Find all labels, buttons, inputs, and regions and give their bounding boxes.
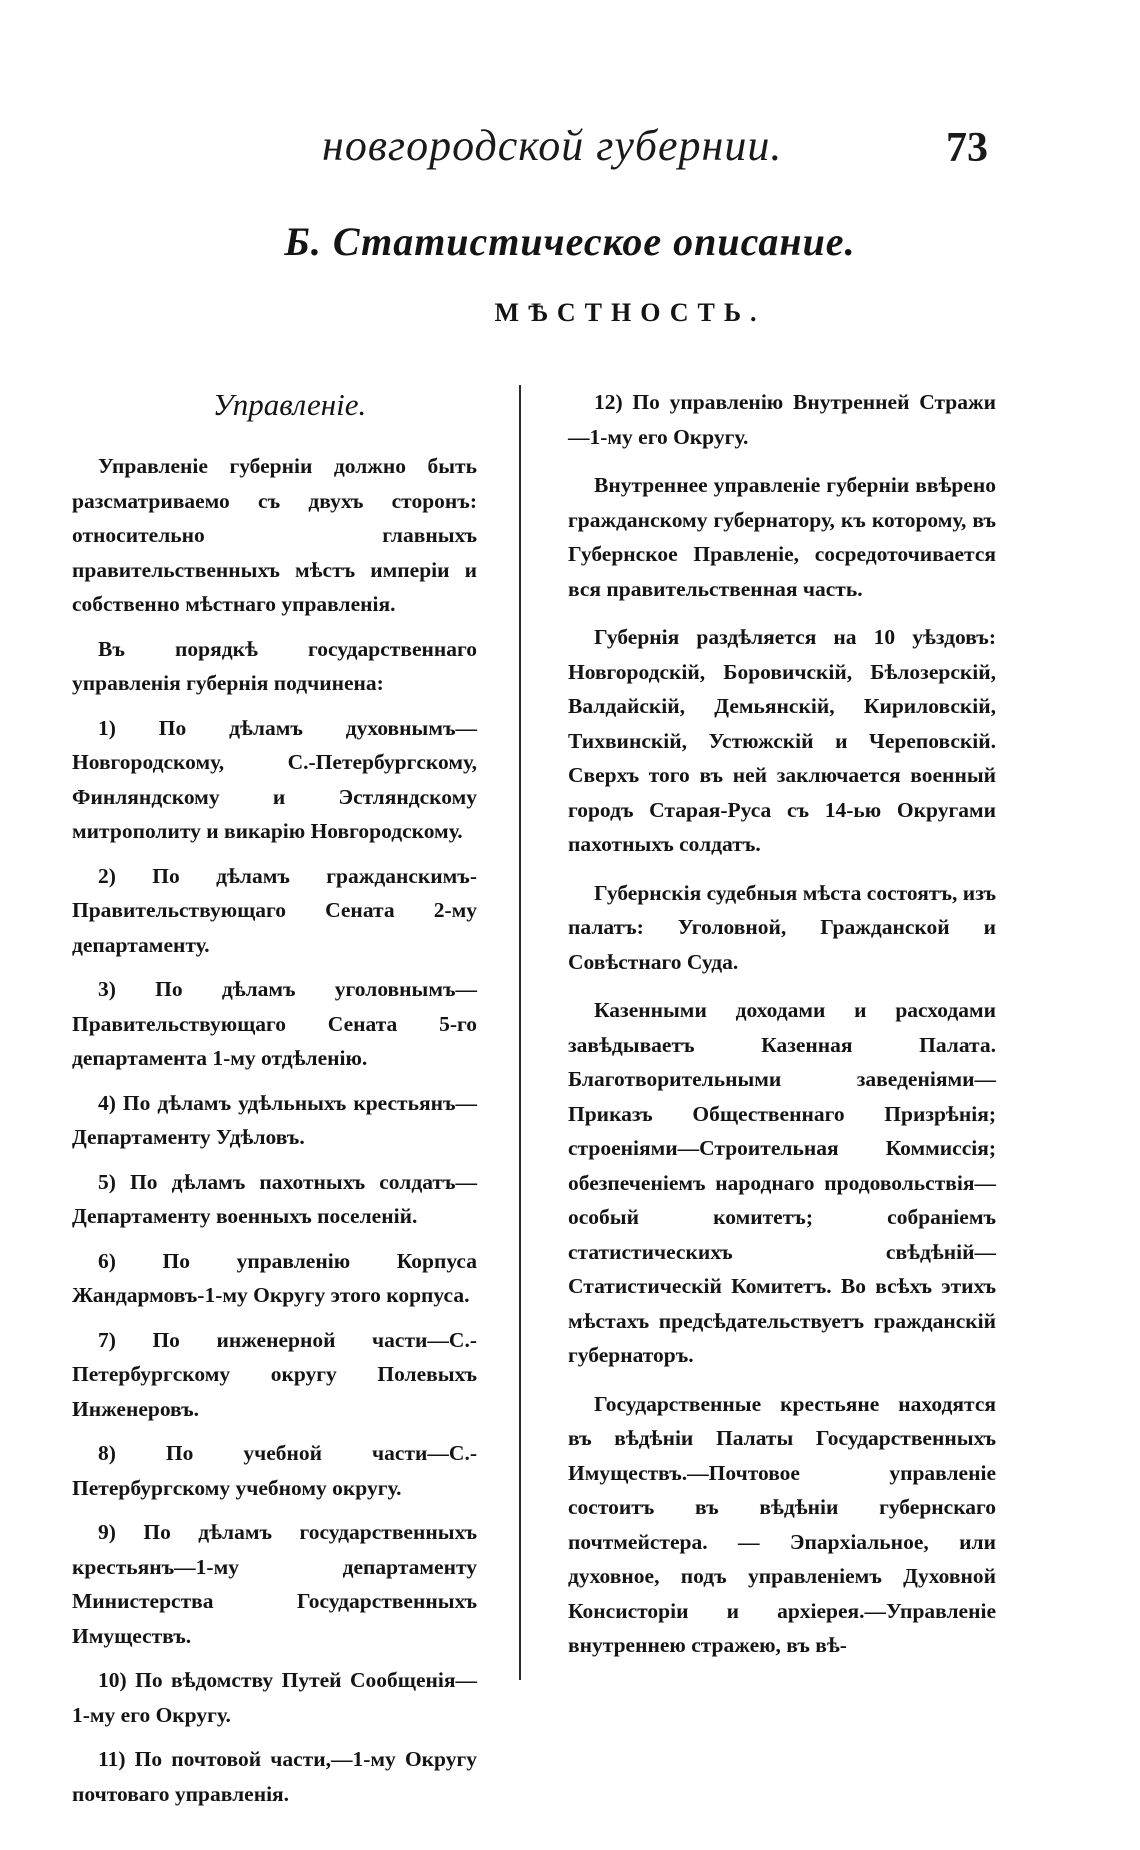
page-number: 73	[946, 125, 988, 171]
list-item: 8) По учебной части—С.-Петербургскому учебному округу.	[72, 1441, 477, 1500]
list-item: 12) По управленію Внутренней Стражи—1-му его Округу.	[568, 390, 996, 449]
list-item: 5) По дѣламъ пахотныхъ солдатъ—Департаменту военныхъ поселеній.	[72, 1169, 477, 1228]
paragraph: Губернскія судебныя мѣста состоятъ, изъ палатъ: Уголовной, Гражданской и Совѣстнаго Суда.	[568, 880, 996, 974]
list-item: 1) По дѣламъ духовнымъ—Новгородскому, С.-Петербургскому, Финляндскому и Эстляндскому митрополиту и викарію Новгородскому.	[72, 715, 477, 843]
subsection-title: МѢСТНОСТЬ.	[494, 298, 766, 327]
list-item: 10) По вѣдомству Путей Сообщенія—1-му его Округу.	[72, 1668, 477, 1727]
column-divider	[519, 385, 521, 1680]
page-header	[0, 120, 1140, 180]
left-column	[72, 385, 477, 1821]
right-column	[568, 385, 996, 1677]
paragraph: Губернія раздѣляется на 10 уѣздовъ: Новгородскій, Боровичскій, Бѣлозерскій, Валдайскій, Демьянскій, Кириловскій, Тихвинскій, Устюжскій и Череповскій. Сверхъ того въ ней заключается военный городъ Старая-Руса съ 14-ью Округами пахотныхъ солдатъ.	[568, 625, 996, 856]
section-title: Б. Статистическое описание.	[284, 219, 856, 264]
paragraph: Внутреннее управленіе губерніи ввѣрено гражданскому губернатору, къ которому, въ Губернское Правленіе, сосредоточивается вся правительственная часть.	[568, 473, 996, 601]
list-item: 9) По дѣламъ государственныхъ крестьянъ—1-му департаменту Министерства Государственныхъ Имуществъ.	[72, 1520, 477, 1648]
list-item: 4) По дѣламъ удѣльныхъ крестьянъ—Департаменту Удѣловъ.	[72, 1090, 477, 1149]
list-item: 6) По управленію Корпуса Жандармовъ-1-му Округу этого корпуса.	[72, 1248, 477, 1307]
paragraph: Въ порядкѣ государственнаго управленія губернія подчинена:	[72, 636, 477, 695]
list-item: 11) По почтовой части,—1-му Округу почтоваго управленія.	[72, 1747, 477, 1806]
list-item: 2) По дѣламъ гражданскимъ-Правительствующаго Сената 2-му департаменту.	[72, 863, 477, 957]
paragraph: Государственные крестьяне находятся въ вѣдѣніи Палаты Государственныхъ Имуществъ.—Почтовое управленіе состоитъ въ вѣдѣніи губернскаго почтмейстера. — Эпархіальное, или духовное, подъ управленіемъ Духовной Консисторіи и архіерея.—Управленіе внутреннею стражею, въ вѣ-	[568, 1391, 996, 1657]
paragraph: Управленіе губерніи должно быть разсматриваемо съ двухъ сторонъ: относительно главныхъ правительственныхъ мѣстъ имперіи и собственно мѣстнаго управленія.	[72, 454, 477, 616]
paragraph: Казенными доходами и расходами завѣдываетъ Казенная Палата. Благотворительными заведеніями—Приказъ Общественнаго Призрѣнія; строеніями—Строительная Коммиссія; обезпеченіемъ народнаго продовольствія—особый комитетъ; собраніемъ статистическихъ свѣдѣній—Статистическій Комитетъ. Во всѣхъ этихъ мѣстахъ предсѣдательствуетъ гражданскій губернаторъ.	[568, 998, 996, 1367]
left-column-heading: Управленіе.	[212, 387, 367, 422]
list-item: 3) По дѣламъ уголовнымъ—Правительствующаго Сената 5-го департамента 1-му отдѣленію.	[72, 977, 477, 1070]
running-title: новгородской губернии.	[322, 121, 783, 170]
list-item: 7) По инженерной части—С.-Петербургскому округу Полевыхъ Инженеровъ.	[72, 1327, 477, 1421]
